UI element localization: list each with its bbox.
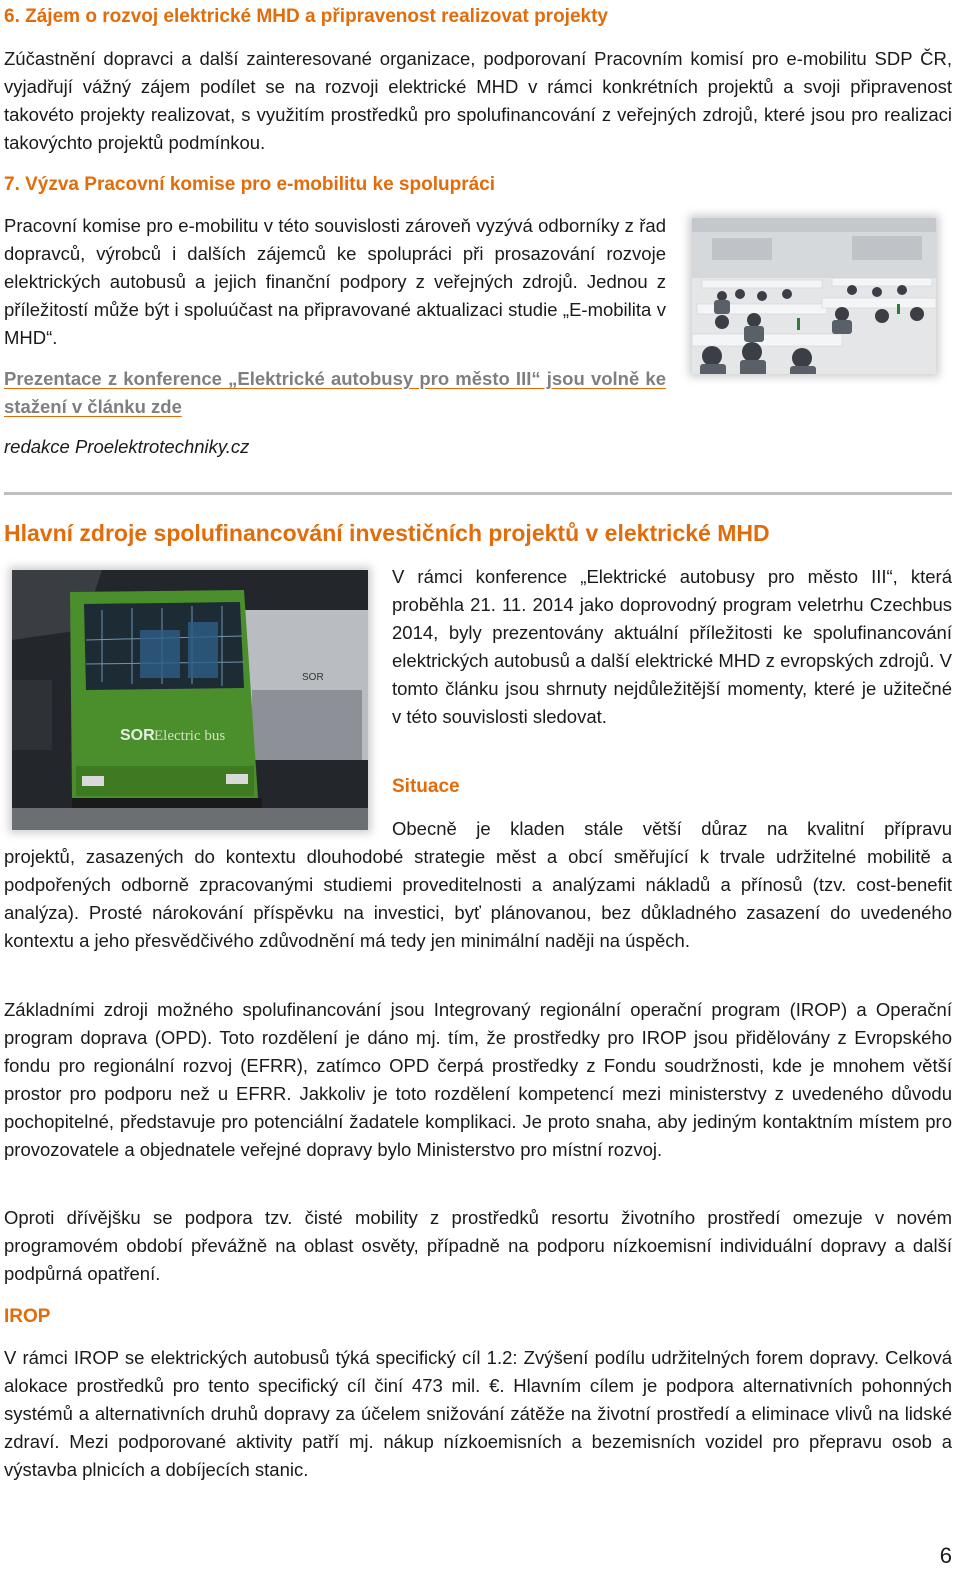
article-title: Hlavní zdroje spolufinancování investičních projektů v elektrické MHD — [4, 520, 770, 546]
conference-photo — [692, 218, 936, 374]
funding-sources-paragraph: Základními zdroji možného spolufinancování jsou Integrovaný regionální operační program (IROP) a Operační program doprava (OPD). Toto rozdělení je dáno mj. tím, že prostředky pro IROP jsou přidělovány z Evropského fondu pro regionální rozvoj (EFRR), zatímco OPD čerpá prostředky z Fondu soudržnosti, kde je mnohem větší prostor pro podporu než u EFRR. Jakkoliv je toto rozdělení kompetencí mezi ministerstvy z uvedeného důvodu pochopitelné, představuje pro potenciální žadatele komplikaci. Je proto snaha, aby jediným kontaktním místem pro provozovatele a objednatele veřejné dopravy bylo Ministerstvo pro místní rozvoj. — [4, 999, 952, 1160]
situace-first-line: Obecně je kladen stále větší důraz na kvalitní přípravu — [392, 818, 952, 839]
page-number: 6 — [939, 1543, 952, 1568]
article-intro: V rámci konference „Elektrické autobusy pro město III“, která proběhla 21. 11. 2014 jako doprovodný program veletrhu Czechbus 2014, byly prezentovány aktuální příležitosti ke spolufinancování elektrických autobusů a další elektrické MHD z evropských zdrojů. V tomto článku jsou shrnuty nejdůležitější momenty, které je užitečné v této souvislosti sledovat. — [392, 566, 952, 727]
section-7-body: Pracovní komise pro e-mobilitu v této souvislosti zároveň vyzývá odborníky z řad dopravců, výrobců i dalších zájemců ke spolupráci při prosazování rozvoje elektrických autobusů a jejich finanční podpory z veřejných zdrojů. Jednou z příležitostí může být i spoluúčast na připravované aktualizaci studie „E-mobilita v MHD“. — [4, 215, 666, 348]
section-divider — [4, 492, 952, 495]
section-7-heading: 7. Výzva Pracovní komise pro e-mobilitu ke spolupráci — [4, 174, 495, 195]
bus-side-text: Electric bus — [154, 728, 226, 744]
irop-heading: IROP — [4, 1306, 51, 1327]
section-6-heading: 6. Zájem o rozvoj elektrické MHD a připravenost realizovat projekty — [4, 6, 608, 27]
editorial-credit: redakce Proelektrotechniky.cz — [4, 436, 250, 457]
clean-mobility-paragraph: Oproti dřívějšku se podpora tzv. čisté mobility z prostředků resortu životního prostředí omezuje v novém programovém období převážně na oblast osvěty, případně na podporu nízkoemisní individuální dopravy a další podpůrná opatření. — [4, 1207, 952, 1284]
electric-bus-photo — [12, 570, 368, 830]
situace-heading: Situace — [392, 776, 460, 797]
situace-body: projektů, zasazených do kontextu dlouhodobé strategie měst a obcí směřující k trvale udržitelné mobilitě a podpořených odborně zpracovanými studiemi proveditelnosti a analýzami nákladů a přínosů (tzv. cost-benefit analýza). Prosté nárokování příspěvku na investici, byť plánovanou, bez důkladného zasazení do uvedeného kontextu a jeho přesvědčivého zdůvodnění má tedy jen minimální naději na úspěch. — [4, 846, 952, 951]
bus-logo: SOR — [120, 727, 155, 744]
presentation-download-link[interactable]: Prezentace z konference „Elektrické autobusy pro město III“ jsou volně ke stažení v článku zde — [4, 368, 666, 417]
svg-text:SOR: SOR — [302, 672, 324, 683]
section-6-body: Zúčastnění dopravci a další zainteresované organizace, podporovaní Pracovním komisí pro e-mobilitu SDP ČR, vyjadřují vážný zájem podílet se na rozvoji elektrické MHD v rámci konkrétních projektů a svoji připravenost takovéto projekty realizovat, s využitím prostředků pro spolufinancování z veřejných zdrojů, které jsou pro realizaci takovýchto projektů podmínkou. — [4, 48, 952, 153]
irop-body: V rámci IROP se elektrických autobusů týká specifický cíl 1.2: Zvýšení podílu udržitelných forem dopravy. Celková alokace prostředků pro tento specifický cíl činí 473 mil. €. Hlavním cílem je podpora alternativních pohonných systémů a alternativních druhů dopravy za účelem snižování zátěže na životní prostředí a eliminace vlivů na lidské zdraví. Mezi podporované aktivity patří mj. nákup nízkoemisních a bezemisních vozidel pro přepravu osob a výstavba plnicích a dobíjecích stanic. — [4, 1347, 952, 1480]
